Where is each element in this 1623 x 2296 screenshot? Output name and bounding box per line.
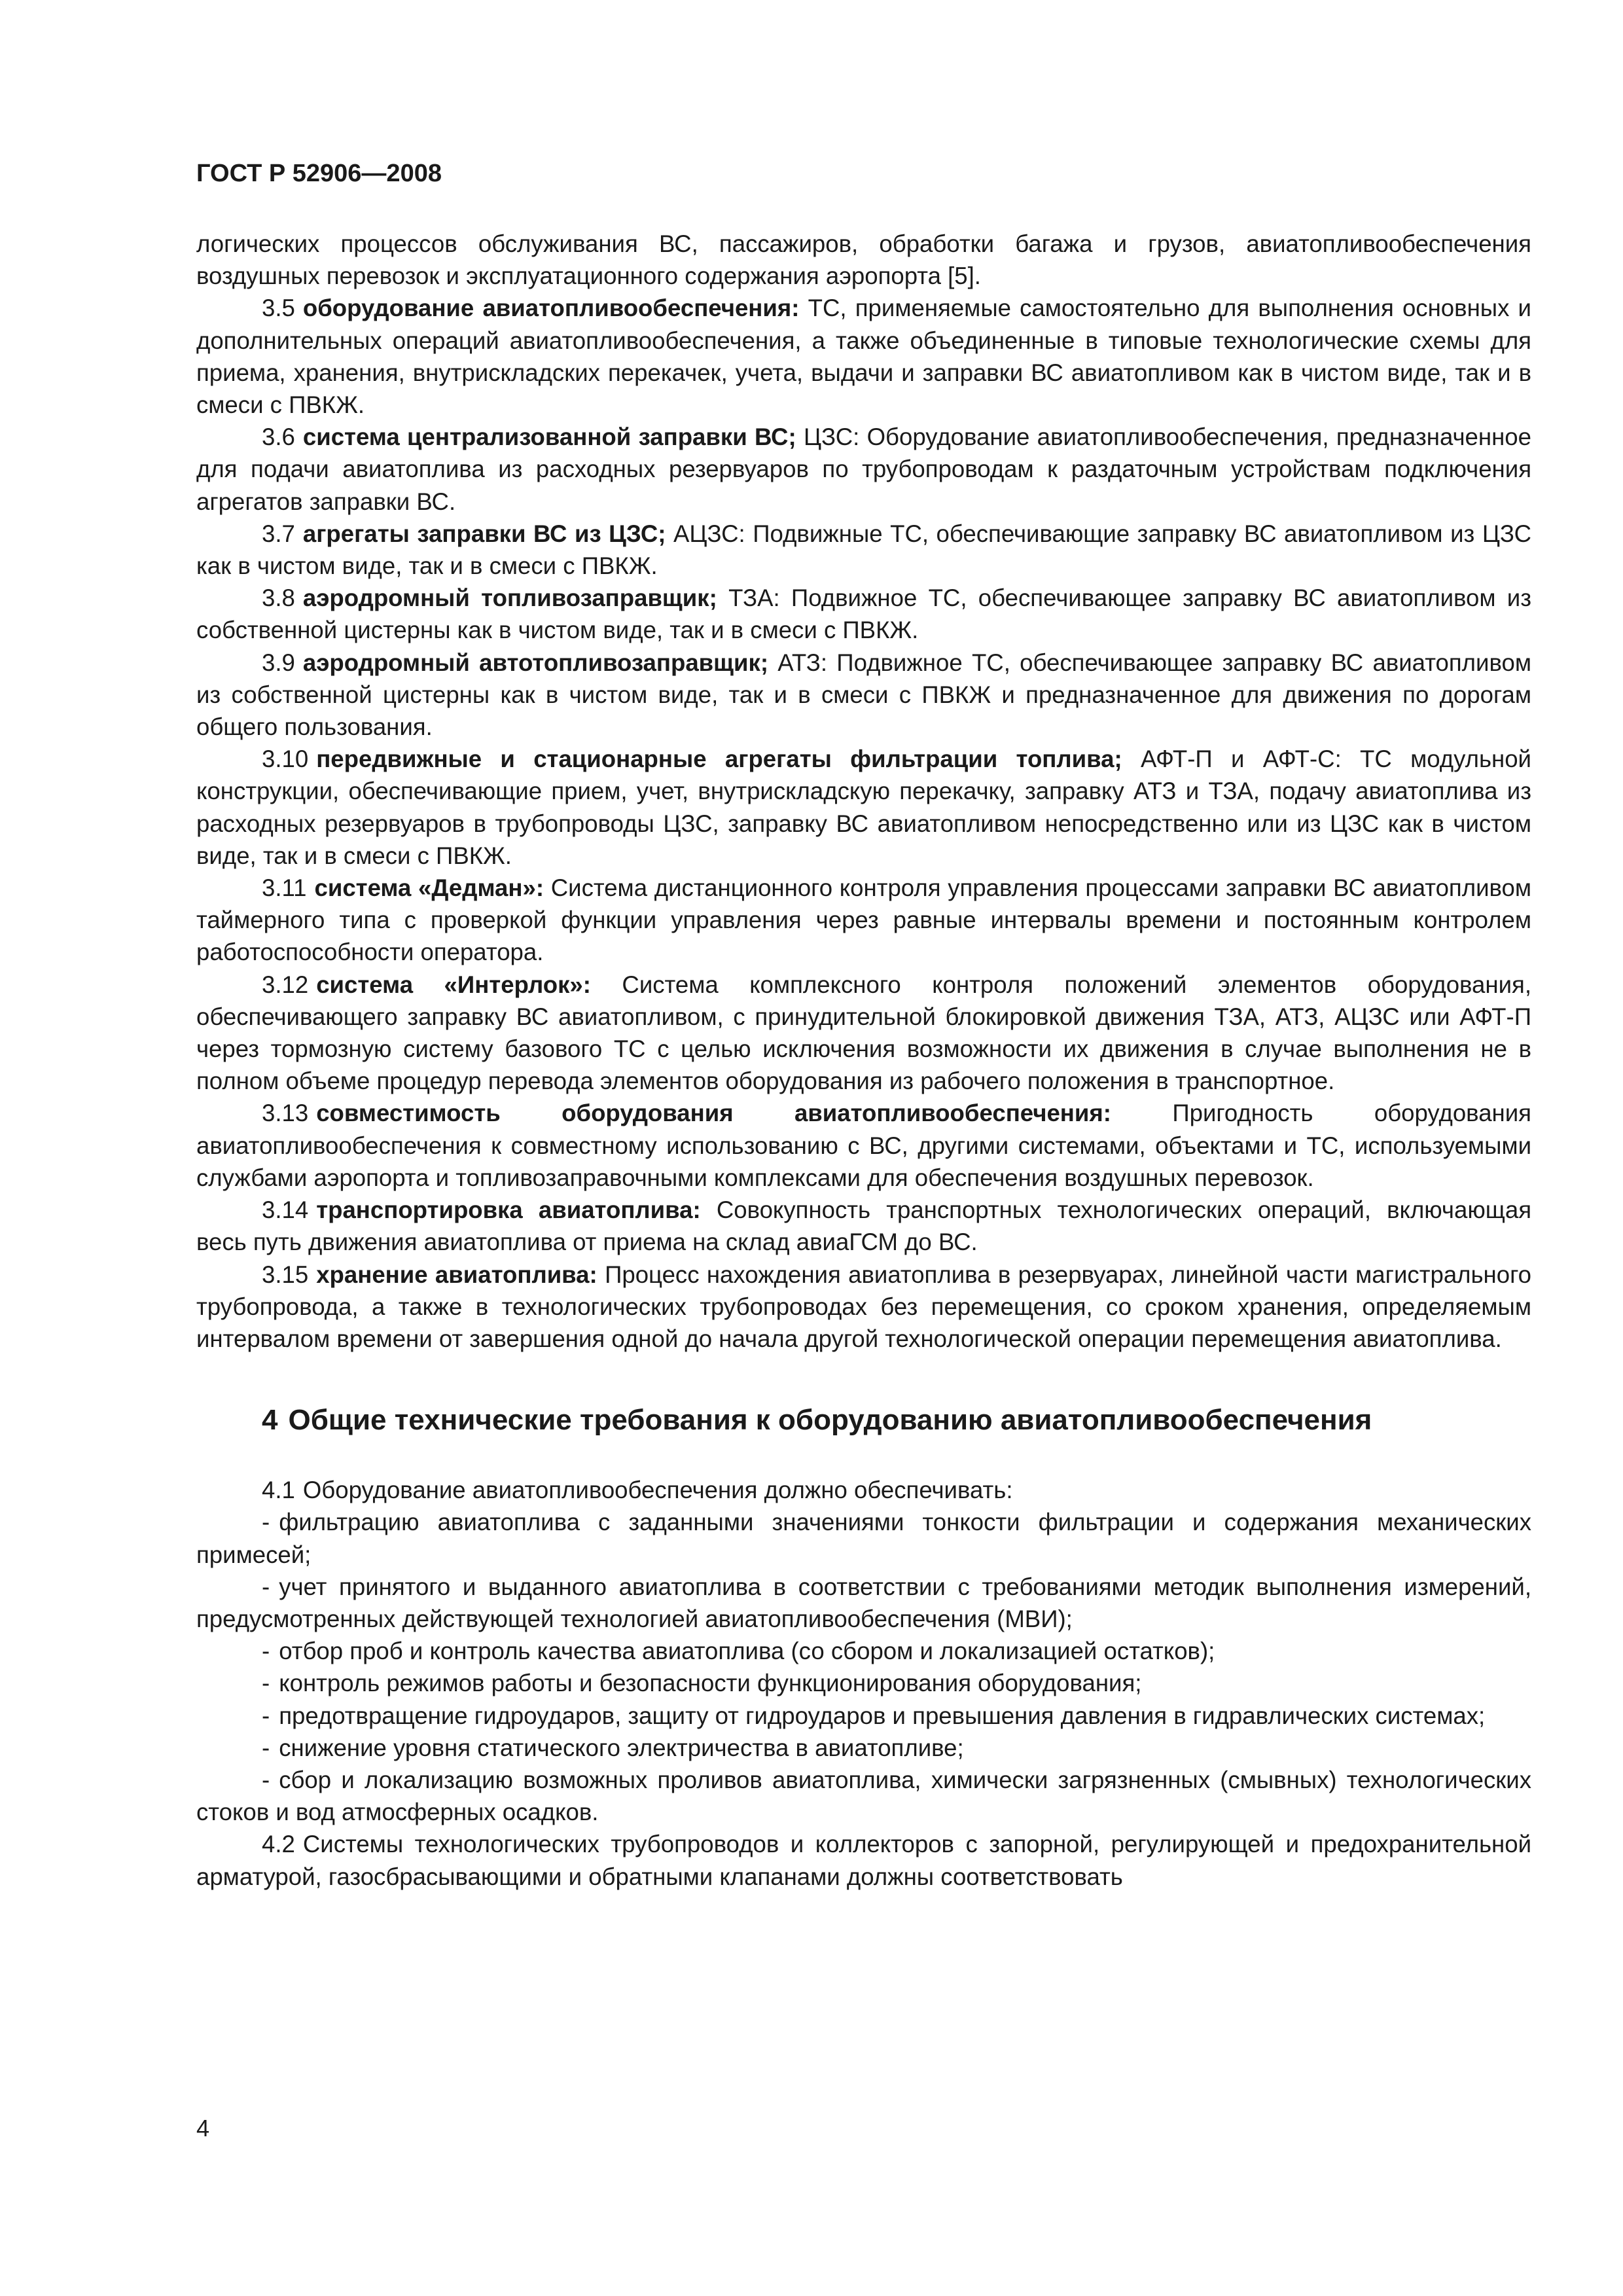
- main-text: [196, 228, 1531, 1893]
- clause-number: 3.6: [262, 423, 295, 451]
- list-item: [196, 1667, 1531, 1699]
- term-definition: ЦЗС: Оборудование авиатопливообеспечения, предназначенное для подачи авиатоплива из расходных резервуаров по трубопроводам к раздаточным устройствам подключения агрегатов заправки ВС.: [196, 423, 1531, 515]
- list-item-text: фильтрацию авиатоплива с заданными значениями тонкости фильтрации и содержания механических примесей;: [196, 1509, 1531, 1568]
- term-definition: Система дистанционного контроля управления процессами заправки ВС авиатопливом таймерного типа с проверкой функции управления через равные интервалы времени и постоянным контролем работоспособности оператора.: [196, 874, 1532, 966]
- list-dash: -: [262, 1573, 270, 1600]
- list-item-text: предотвращение гидроударов, защиту от гидроударов и превышения давления в гидравлических системах;: [279, 1702, 1486, 1729]
- list-item-text: учет принятого и выданного авиатоплива в соответствии с требованиями методик выполнения измерений, предусмотренных действующей технологией авиатопливообеспечения (МВИ);: [196, 1573, 1531, 1632]
- clause-4-2: [196, 1828, 1531, 1892]
- list-dash: -: [262, 1670, 270, 1697]
- clause-4-1: [196, 1474, 1531, 1506]
- clause-number: 3.15: [262, 1261, 309, 1288]
- clause-number: 3.8: [262, 584, 295, 612]
- list-item: [196, 1635, 1531, 1667]
- term-definition: АЦЗС: Подвижные ТС, обеспечивающие заправку ВС авиатопливом из ЦЗС как в чистом виде, так и в смеси с ПВКЖ.: [196, 520, 1531, 580]
- list-item-text: снижение уровня статического электричества в авиатопливе;: [279, 1734, 964, 1761]
- list-dash: -: [262, 1638, 270, 1665]
- list-item: [196, 1506, 1531, 1570]
- term-definition: Система комплексного контроля положений элементов оборудования, обеспечивающего заправку ВС авиатопливом, с принудительной блокировкой движения ТЗА, АТЗ, АЦЗС или АФТ-П через тормозную систему базового ТС с целью исключения возможности их движения в случае выполнения не в полном объеме процедур перевода элементов оборудования из рабочего положения в транспортное.: [196, 971, 1531, 1095]
- clause-number: 4.1: [262, 1477, 295, 1504]
- term-definition: Пригодность оборудования авиатопливообеспечения к совместному использованию с ВС, другими системами, объектами и ТС, используемыми службами аэропорта и топливозаправочными комплексами для обеспечения воздушных перевозок.: [196, 1100, 1531, 1191]
- clause-number: 3.9: [262, 649, 295, 676]
- term-title: хранение авиатоплива:: [316, 1261, 597, 1288]
- section-number: 4: [262, 1404, 278, 1437]
- list-dash: -: [262, 1734, 270, 1761]
- list-item-text: отбор проб и контроль качества авиатоплива (со сбором и локализацией остатков);: [279, 1638, 1215, 1665]
- clause-text: Системы технологических трубопроводов и коллекторов с запорной, регулирующей и предохранительной арматурой, газосбрасывающими и обратными клапанами должны соответствовать: [196, 1831, 1531, 1890]
- term-title: система централизованной заправки ВС;: [302, 423, 796, 451]
- section-title-text: Общие технические требования к оборудованию авиатопливообеспечения: [288, 1404, 1372, 1437]
- term-definition: ТЗА: Подвижное ТС, обеспечивающее заправку ВС авиатопливом из собственной цистерны как в чистом виде, так и в смеси с ПВКЖ.: [196, 584, 1532, 644]
- definition-3-5: [196, 292, 1531, 421]
- list-dash: -: [262, 1509, 270, 1536]
- definition-3-11: [196, 872, 1531, 969]
- term-title: система «Интерлок»:: [316, 971, 591, 998]
- clause-number: 3.11: [262, 874, 307, 902]
- term-title: передвижные и стационарные агрегаты фильтрации топлива;: [316, 745, 1122, 773]
- term-title: аэродромный автотопливозаправщик;: [302, 649, 768, 676]
- document-page: [196, 157, 1531, 1893]
- clause-number: 3.7: [262, 520, 295, 547]
- clause-number: 3.5: [262, 295, 295, 322]
- list-item-text: контроль режимов работы и безопасности функционирования оборудования;: [279, 1670, 1142, 1697]
- term-title: агрегаты заправки ВС из ЦЗС;: [302, 520, 666, 547]
- term-definition: АФТ-П и АФТ-С: ТС модульной конструкции, обеспечивающие прием, учет, внутрискладскую перекачку, заправку АТЗ и ТЗА, подачу авиатоплива из расходных резервуаров в трубопроводы ЦЗС, заправку ВС авиатопливом непосредственно или из ЦЗС как в чистом виде, так и в смеси с ПВКЖ.: [196, 745, 1531, 869]
- term-definition: ТС, применяемые самостоятельно для выполнения основных и дополнительных операций авиатопливообеспечения, а также объединенные в типовые технологические схемы для приема, хранения, внутрискладских перекачек, учета, выдачи и заправки ВС авиатопливом как в чистом виде, так и в смеси с ПВКЖ.: [196, 295, 1531, 419]
- document-code-header: ГОСТ Р 52906—2008: [196, 160, 442, 187]
- definition-3-13: [196, 1097, 1531, 1194]
- list-item: [196, 1571, 1531, 1635]
- term-title: оборудование авиатопливообеспечения:: [302, 295, 800, 322]
- definition-3-9: [196, 647, 1531, 744]
- intro-continuation: логических процессов обслуживания ВС, пассажиров, обработки багажа и грузов, авиатопливообеспечения воздушных перевозок и эксплуатационного содержания аэропорта [5].: [196, 230, 1531, 290]
- definition-3-15: [196, 1259, 1531, 1355]
- definition-3-10: [196, 743, 1531, 872]
- definition-3-6: [196, 421, 1531, 518]
- clause-text: Оборудование авиатопливообеспечения должно обеспечивать:: [302, 1477, 1013, 1504]
- term-definition: Совокупность транспортных технологических операций, включающая весь путь движения авиатоплива от приема на склад авиаГСМ до ВС.: [196, 1196, 1532, 1256]
- definition-3-8: [196, 582, 1531, 646]
- clause-number: 4.2: [262, 1831, 295, 1858]
- list-dash: -: [262, 1702, 270, 1729]
- clause-number: 3.12: [262, 971, 309, 998]
- term-title: система «Дедман»:: [314, 874, 544, 902]
- page-number: 4: [196, 2115, 210, 2142]
- clause-number: 3.10: [262, 745, 309, 773]
- list-item: [196, 1732, 1531, 1764]
- list-item: [196, 1764, 1531, 1828]
- term-definition: Процесс нахождения авиатоплива в резервуарах, линейной части магистрального трубопровода, а также в технологических трубопроводах без перемещения, со сроком хранения, определяемым интервалом времени от завершения одной до начала другой технологической операции перемещения авиатоплива.: [196, 1261, 1531, 1352]
- definition-3-14: [196, 1194, 1531, 1258]
- list-item: [196, 1700, 1531, 1732]
- definition-3-7: [196, 518, 1531, 582]
- clause-number: 3.14: [262, 1196, 309, 1224]
- list-item-text: сбор и локализацию возможных проливов авиатоплива, химически загрязненных (смывных) технологических стоков и вод атмосферных осадков.: [196, 1766, 1531, 1826]
- definition-3-12: [196, 969, 1531, 1098]
- list-dash: -: [262, 1766, 270, 1793]
- term-title: транспортировка авиатоплива:: [316, 1196, 701, 1224]
- clause-number: 3.13: [262, 1100, 309, 1127]
- term-title: совместимость оборудования авиатопливообеспечения:: [316, 1100, 1111, 1127]
- term-title: аэродромный топливозаправщик;: [302, 584, 717, 612]
- term-definition: АТЗ: Подвижное ТС, обеспечивающее заправку ВС авиатопливом из собственной цистерны как в чистом виде, так и в смеси с ПВКЖ и предназначенное для движения по дорогам общего пользования.: [196, 649, 1531, 741]
- section-4-heading: [262, 1402, 1531, 1439]
